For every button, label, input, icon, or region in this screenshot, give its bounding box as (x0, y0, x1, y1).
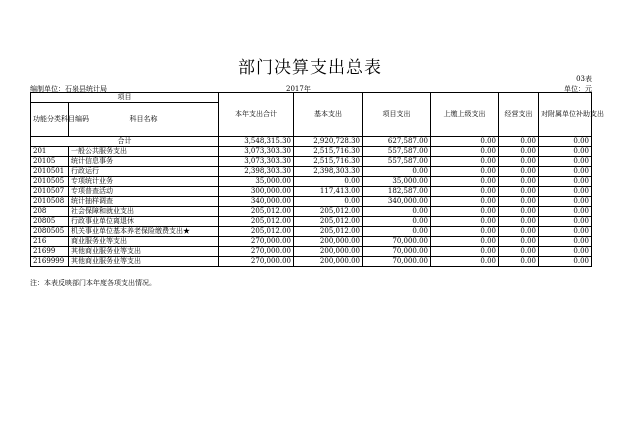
total-subsidy: 0.00 (539, 137, 592, 147)
row-subject-name: 机关事业单位基本养老保险缴费支出★ (69, 227, 219, 237)
page-title: 部门决算支出总表 (238, 58, 382, 78)
total-row (31, 137, 592, 147)
row-basic: 205,012.00 (294, 227, 363, 237)
row-basic: 200,000.00 (294, 257, 363, 267)
row-basic: 205,012.00 (294, 207, 363, 217)
row-subject-name: 专项普查活动 (69, 187, 219, 197)
row-business: 0.00 (499, 217, 539, 227)
row-upper: 0.00 (431, 177, 499, 187)
compiling-unit: 编制单位：石泉县统计局 (30, 85, 107, 93)
row-code: 2010508 (31, 197, 69, 207)
row-subject-name: 社会保障和就业支出 (69, 207, 219, 217)
row-basic: 2,398,303.30 (294, 167, 363, 177)
row-basic: 200,000.00 (294, 237, 363, 247)
row-subsidy: 0.00 (539, 177, 592, 187)
total-total: 3,548,315.30 (219, 137, 294, 147)
row-project: 0.00 (363, 227, 431, 237)
header-total: 本年支出合计 (219, 93, 294, 137)
total-label: 合计 (31, 137, 219, 147)
row-business: 0.00 (499, 167, 539, 177)
row-subject-name: 行政运行 (69, 167, 219, 177)
row-business: 0.00 (499, 197, 539, 207)
row-subsidy: 0.00 (539, 237, 592, 247)
row-subject-name: 行政事业单位离退休 (69, 217, 219, 227)
row-code: 201 (31, 147, 69, 157)
row-subsidy: 0.00 (539, 157, 592, 167)
row-total: 205,012.00 (219, 227, 294, 237)
row-subsidy: 0.00 (539, 227, 592, 237)
row-total: 340,000.00 (219, 197, 294, 207)
row-subject-name: 其他商业服务业等支出 (69, 257, 219, 267)
footnote: 注：本表反映部门本年度各项支出情况。 (30, 279, 156, 287)
row-project: 35,000.00 (363, 177, 431, 187)
row-code: 21699 (31, 247, 69, 257)
row-code: 2080505 (31, 227, 69, 237)
row-basic: 2,515,716.30 (294, 157, 363, 167)
row-subject-name: 商业服务业等支出 (69, 237, 219, 247)
row-business: 0.00 (499, 157, 539, 167)
row-subsidy: 0.00 (539, 197, 592, 207)
row-basic: 2,515,716.30 (294, 147, 363, 157)
row-project: 0.00 (363, 207, 431, 217)
row-upper: 0.00 (431, 207, 499, 217)
row-subsidy: 0.00 (539, 257, 592, 267)
row-upper: 0.00 (431, 147, 499, 157)
table-row (31, 197, 592, 207)
row-project: 70,000.00 (363, 237, 431, 247)
row-project: 70,000.00 (363, 257, 431, 267)
row-total: 2,398,303.30 (219, 167, 294, 177)
row-total: 205,012.00 (219, 207, 294, 217)
expenditure-table (30, 92, 604, 267)
table-row (31, 177, 592, 187)
row-business: 0.00 (499, 147, 539, 157)
row-business: 0.00 (499, 227, 539, 237)
row-project: 182,587.00 (363, 187, 431, 197)
row-project: 557,587.00 (363, 147, 431, 157)
row-code: 2010501 (31, 167, 69, 177)
table-row (31, 187, 592, 197)
row-basic: 205,012.00 (294, 217, 363, 227)
row-total: 270,000.00 (219, 257, 294, 267)
header-func-code: 功能分类科目编码 (31, 103, 69, 137)
table-row (31, 207, 592, 217)
row-upper: 0.00 (431, 237, 499, 247)
header-basic: 基本支出 (294, 93, 363, 137)
row-subject-name: 统计抽样调查 (69, 197, 219, 207)
row-subsidy: 0.00 (539, 167, 592, 177)
row-code: 20105 (31, 157, 69, 167)
row-code: 2169999 (31, 257, 69, 267)
row-upper: 0.00 (431, 257, 499, 267)
row-upper: 0.00 (431, 217, 499, 227)
header-subsidy: 对附属单位补助支出 (539, 93, 592, 137)
row-business: 0.00 (499, 257, 539, 267)
row-code: 20805 (31, 217, 69, 227)
row-code: 2010505 (31, 177, 69, 187)
row-business: 0.00 (499, 207, 539, 217)
row-total: 3,073,303.30 (219, 157, 294, 167)
row-business: 0.00 (499, 237, 539, 247)
row-subject-name: 一般公共服务支出 (69, 147, 219, 157)
total-business: 0.00 (499, 137, 539, 147)
row-subject-name: 专项统计业务 (69, 177, 219, 187)
header-upper: 上缴上级支出 (431, 93, 499, 137)
row-business: 0.00 (499, 247, 539, 257)
row-subsidy: 0.00 (539, 247, 592, 257)
row-project: 340,000.00 (363, 197, 431, 207)
row-upper: 0.00 (431, 187, 499, 197)
row-business: 0.00 (499, 187, 539, 197)
row-total: 270,000.00 (219, 237, 294, 247)
header-item: 项目 (31, 93, 219, 103)
row-subsidy: 0.00 (539, 147, 592, 157)
row-subsidy: 0.00 (539, 217, 592, 227)
table-row (31, 147, 592, 157)
row-project: 557,587.00 (363, 157, 431, 167)
table-number: 03表 (576, 75, 592, 83)
row-code: 208 (31, 207, 69, 217)
row-subsidy: 0.00 (539, 207, 592, 217)
row-upper: 0.00 (431, 157, 499, 167)
header-project: 项目支出 (363, 93, 431, 137)
row-total: 300,000.00 (219, 187, 294, 197)
row-total: 35,000.00 (219, 177, 294, 187)
row-upper: 0.00 (431, 247, 499, 257)
row-code: 216 (31, 237, 69, 247)
total-upper: 0.00 (431, 137, 499, 147)
row-total: 205,012.00 (219, 217, 294, 227)
header-business: 经营支出 (499, 93, 539, 137)
row-upper: 0.00 (431, 227, 499, 237)
row-business: 0.00 (499, 177, 539, 187)
report-year: 2017年 (286, 85, 311, 93)
table-row (31, 247, 592, 257)
table-row (31, 227, 592, 237)
row-subject-name: 统计信息事务 (69, 157, 219, 167)
row-basic: 117,413.00 (294, 187, 363, 197)
row-basic: 200,000.00 (294, 247, 363, 257)
currency-unit: 单位：元 (564, 85, 592, 93)
table-row (31, 217, 592, 227)
total-basic: 2,920,728.30 (294, 137, 363, 147)
row-project: 0.00 (363, 217, 431, 227)
row-upper: 0.00 (431, 197, 499, 207)
row-project: 70,000.00 (363, 247, 431, 257)
row-subsidy: 0.00 (539, 187, 592, 197)
row-upper: 0.00 (431, 167, 499, 177)
table-row (31, 167, 592, 177)
row-total: 270,000.00 (219, 247, 294, 257)
row-total: 3,073,303.30 (219, 147, 294, 157)
row-basic: 0.00 (294, 177, 363, 187)
row-project: 0.00 (363, 167, 431, 177)
row-subject-name: 其他商业服务业等支出 (69, 247, 219, 257)
table-row (31, 157, 592, 167)
total-project: 627,587.00 (363, 137, 431, 147)
table-row (31, 237, 592, 247)
header-subject-name: 科目名称 (69, 103, 219, 137)
row-code: 2010507 (31, 187, 69, 197)
row-basic: 0.00 (294, 197, 363, 207)
table-row (31, 257, 592, 267)
